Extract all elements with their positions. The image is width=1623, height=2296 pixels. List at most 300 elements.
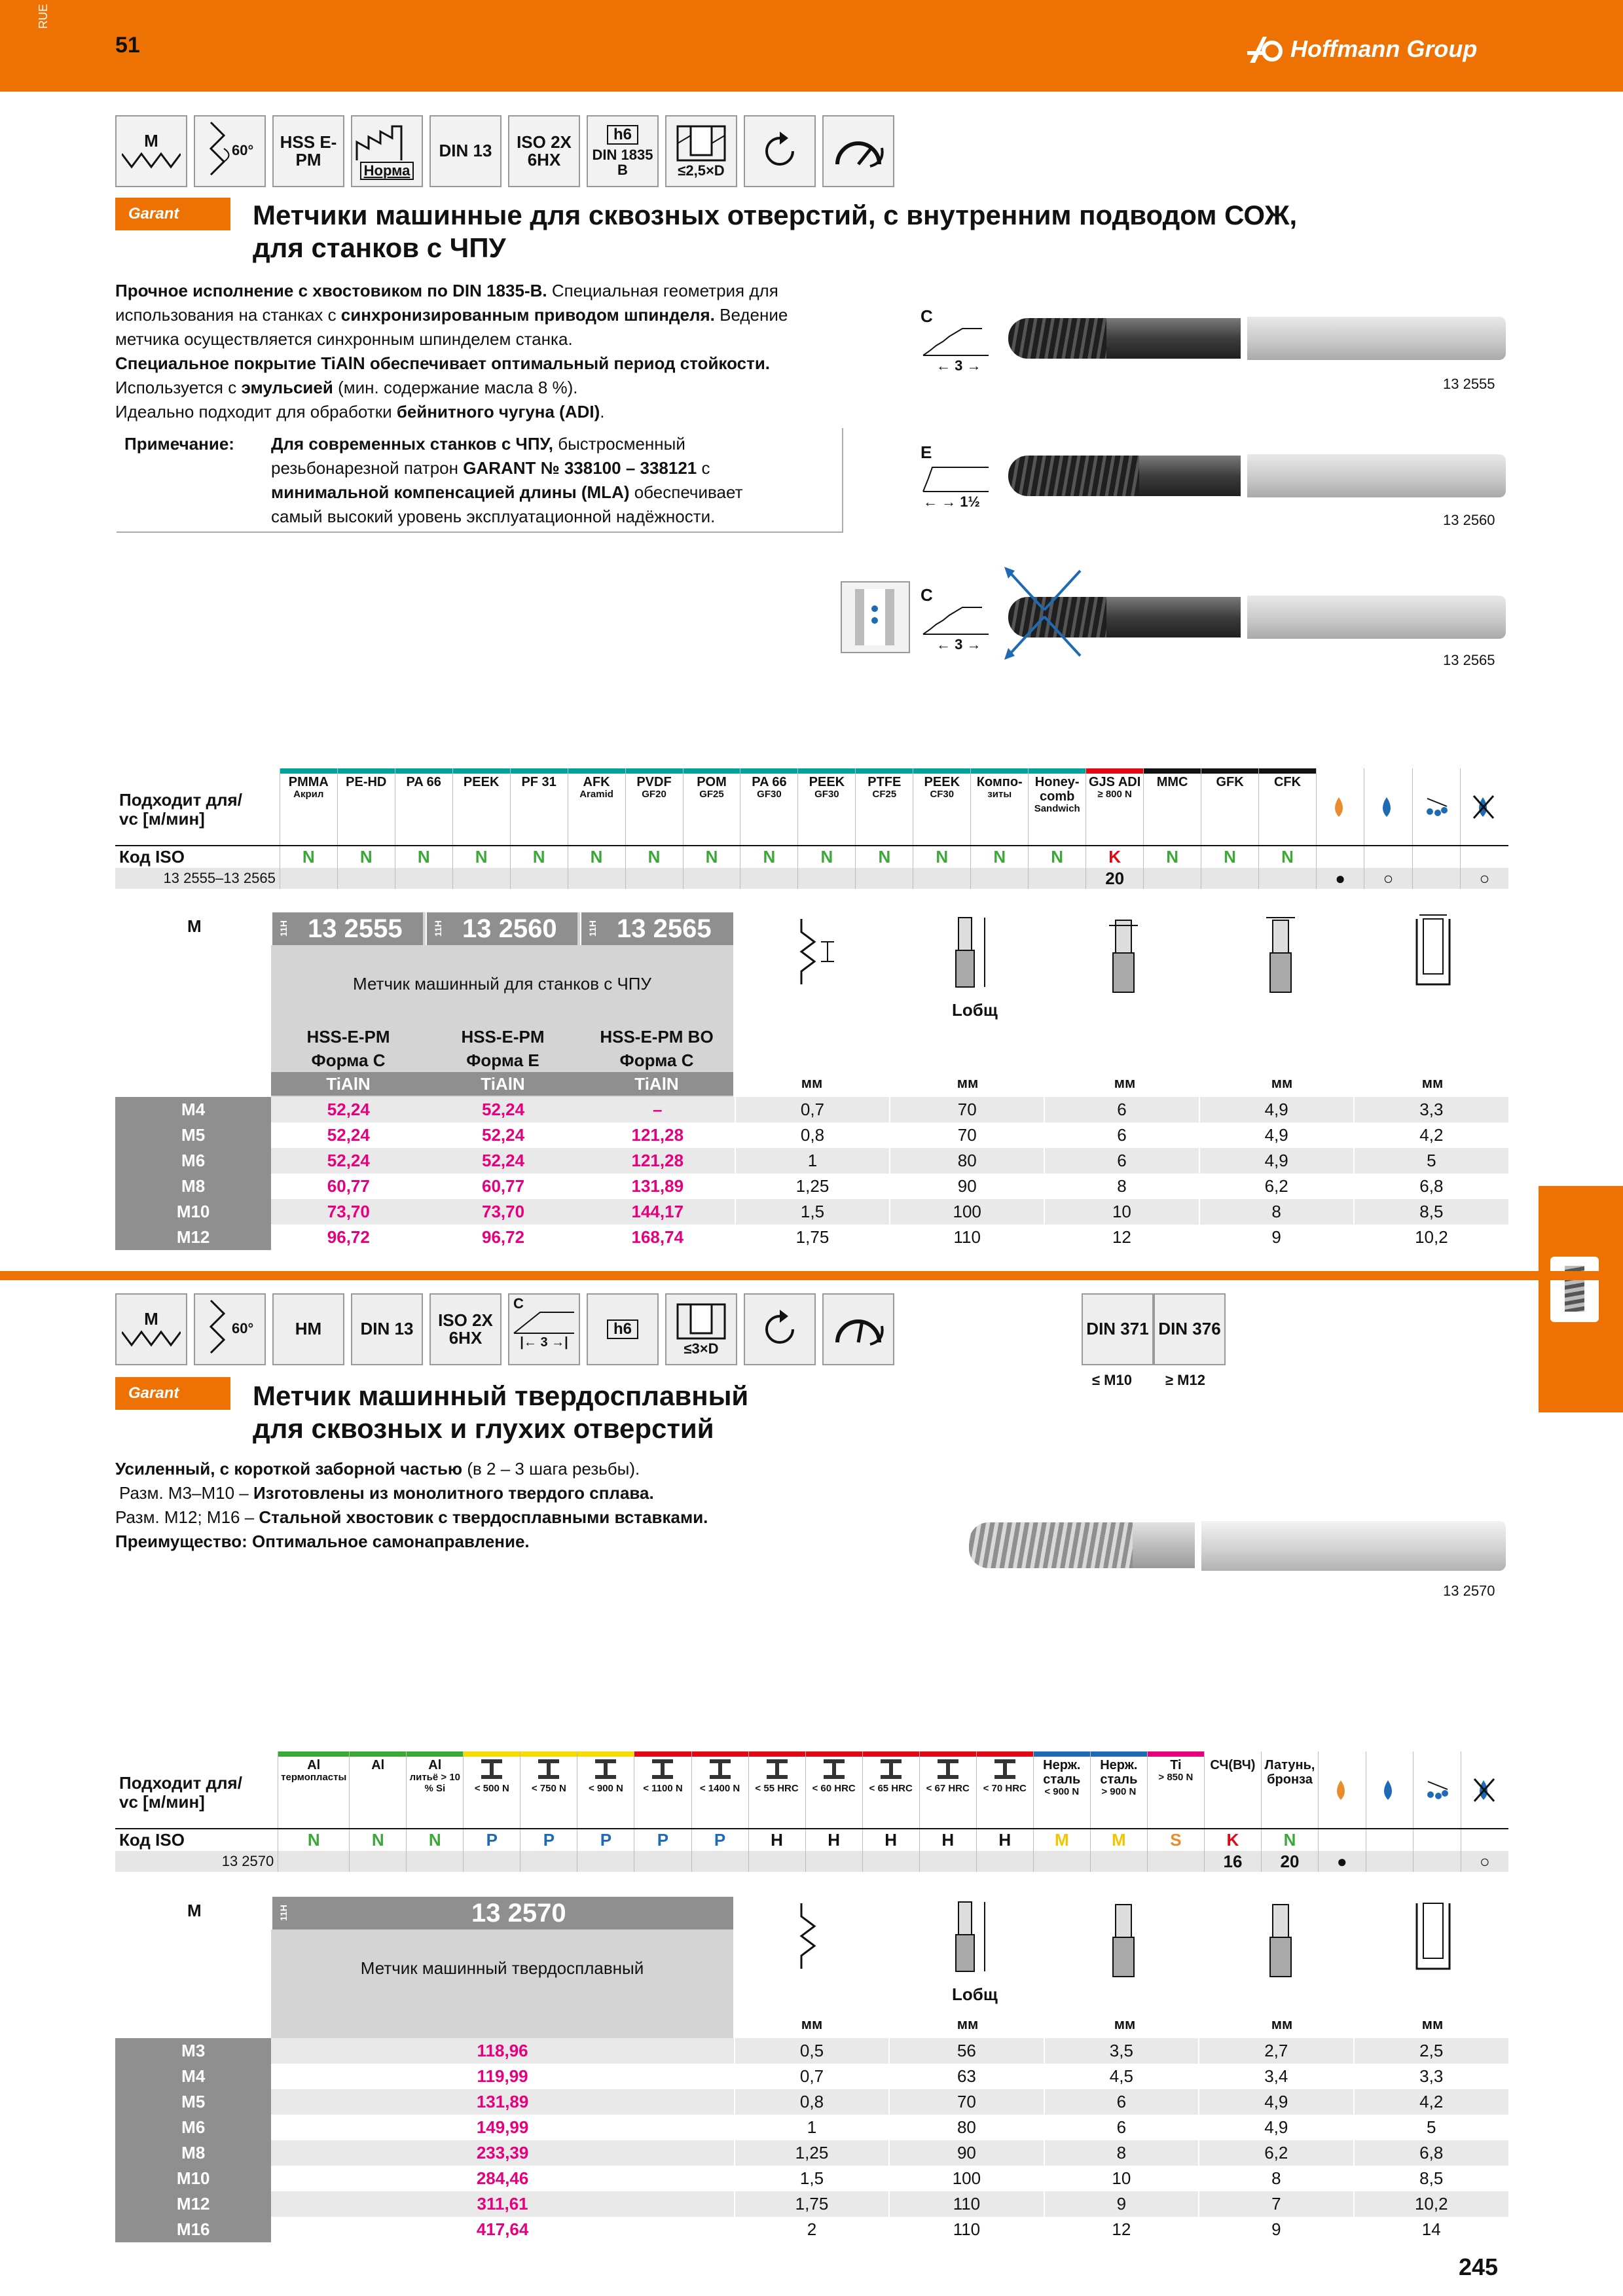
iso-code-12: H xyxy=(976,1829,1033,1851)
price-cell: 60,77 xyxy=(482,1176,525,1196)
thread-pitch-diagram xyxy=(788,912,847,991)
overall-length-diagram xyxy=(939,912,998,1004)
material-hss-icon: HSS E-PM xyxy=(272,115,344,187)
price-cell: 168,74 xyxy=(631,1227,684,1247)
dimension-cell: 4,9 xyxy=(1199,2089,1353,2115)
coolant-rating-1 xyxy=(1366,1851,1413,1873)
iso-code-0: N xyxy=(278,1829,350,1851)
dimension-cell: 8 xyxy=(1199,2166,1353,2191)
dimension-cell: 9 xyxy=(1044,2191,1199,2217)
dimension-cell: 3,5 xyxy=(1044,2038,1199,2064)
metric-thread-icon: M xyxy=(115,115,187,187)
iso-code-13: M xyxy=(1033,1829,1090,1851)
material-col-13: Нерж. сталь < 900 N xyxy=(1033,1757,1090,1829)
brand-name: Hoffmann Group xyxy=(1290,35,1478,62)
chamfer-form-c-icon-3: C |← 3 →| xyxy=(508,1293,580,1365)
dimension-cell: 1,75 xyxy=(735,2191,889,2217)
material-col-10: < 65 HRC xyxy=(862,1757,919,1829)
unit-label: мм xyxy=(801,2016,823,2032)
vc-value-9 xyxy=(798,868,856,889)
iso-code-11: H xyxy=(919,1829,976,1851)
steel-beam-icon xyxy=(764,1758,790,1780)
dimension-cell: 1,25 xyxy=(735,1174,890,1199)
article-code-132560: 13 2560 xyxy=(1443,512,1495,528)
vc-value-16: 16 xyxy=(1204,1851,1261,1873)
steel-beam-icon xyxy=(536,1758,562,1780)
coolant-rating-3: ○ xyxy=(1461,1851,1508,1873)
size-cell: M8 xyxy=(115,1174,271,1199)
product-title-1: Метчики машинные для сквозных отверстий, с внутренним подводом СОЖ, для станков с ЧПУ xyxy=(253,200,1298,263)
dimension-cell: 5 xyxy=(1354,2115,1508,2140)
dimension-cell: 6 xyxy=(1044,2115,1199,2140)
iso-code-2: N xyxy=(407,1829,464,1851)
vc-value-13 xyxy=(1029,868,1086,889)
note-box: Примечание: Для современных станков с ЧПУ, быстросменный резьбонарезной патрон GARANT № 338100 – 338121 с минимальной компенсацией длины (MLA) обеспечивает самый высокий уровень эксплуатационной надёжности. xyxy=(117,428,843,533)
dimension-cell: 110 xyxy=(889,2191,1044,2217)
material-col-3: < 500 N xyxy=(464,1757,520,1829)
table-row xyxy=(115,2038,1508,2064)
vc-value-3 xyxy=(464,1851,520,1873)
dimension-cell: 0,8 xyxy=(735,1122,890,1148)
iso-code-9: N xyxy=(798,846,856,868)
dimension-cell: 0,5 xyxy=(735,2038,889,2064)
unit-label: мм xyxy=(957,1075,979,1091)
material-col-8: < 55 HRC xyxy=(748,1757,805,1829)
emulsion-drop-icon xyxy=(1377,1778,1401,1804)
shank-diameter-diagram-2 xyxy=(1096,1897,1155,1988)
dimension-cell: 100 xyxy=(890,1199,1044,1225)
dimension-cell: 4,9 xyxy=(1199,1097,1354,1122)
material-col-14: GJS ADI ≥ 800 N xyxy=(1086,774,1144,846)
price-cell: 60,77 xyxy=(327,1176,370,1196)
dimension-cell: 3,4 xyxy=(1199,2064,1353,2089)
dimension-cell: 90 xyxy=(890,1174,1044,1199)
dimension-cell: 6 xyxy=(1044,1148,1199,1174)
dimension-cell: 80 xyxy=(890,1148,1044,1174)
dimension-cell: 90 xyxy=(889,2140,1044,2166)
price-cell: 52,24 xyxy=(271,1148,426,1174)
vc-value-8 xyxy=(740,868,798,889)
table-row xyxy=(115,2089,1508,2115)
material-col-17: Латунь, бронза xyxy=(1261,1757,1318,1829)
dimension-cell: 8,5 xyxy=(1354,1199,1508,1225)
dimension-cell: 9 xyxy=(1199,1225,1354,1250)
dimension-cell: 0,7 xyxy=(735,1097,890,1122)
drill-diameter-diagram-2 xyxy=(1404,1897,1463,1988)
size-cell: M3 xyxy=(115,2038,271,2064)
overall-length-diagram-2 xyxy=(939,1897,998,1988)
size-cell: M4 xyxy=(115,2064,271,2089)
iso-code-12: N xyxy=(971,846,1029,868)
dimension-cell: 6,2 xyxy=(1199,1174,1354,1199)
vc-value-15 xyxy=(1147,1851,1204,1873)
dimension-cell: 10,2 xyxy=(1354,2191,1508,2217)
article-header-132570: 11H 13 2570 xyxy=(271,1897,733,1929)
size-cell: M12 xyxy=(115,2191,271,2217)
dimension-cell: 4,2 xyxy=(1354,1122,1508,1148)
drill-diameter-diagram xyxy=(1404,912,1463,1004)
material-col-12: < 70 HRC xyxy=(976,1757,1033,1829)
vc-value-11 xyxy=(919,1851,976,1873)
vc-value-10 xyxy=(856,868,913,889)
material-col-5: < 900 N xyxy=(577,1757,634,1829)
vc-value-10 xyxy=(862,1851,919,1873)
dimension-cell: 0,7 xyxy=(735,2064,889,2089)
dimension-cell: 10,2 xyxy=(1354,1225,1508,1250)
unit-label: мм xyxy=(1421,2016,1444,2032)
table-row xyxy=(115,1225,1508,1250)
dimension-cell: 4,9 xyxy=(1199,1148,1354,1174)
article-header-132560: 11H 13 2560 xyxy=(426,912,577,945)
dimension-cell: 6,8 xyxy=(1354,1174,1508,1199)
depth-icon-2: ≤3×D xyxy=(665,1293,737,1365)
dimension-cell: 14 xyxy=(1354,2217,1508,2242)
dimension-cell: 8 xyxy=(1199,1199,1354,1225)
vc-value-14 xyxy=(1090,1851,1147,1873)
dimension-cell: 80 xyxy=(889,2115,1044,2140)
dimension-cell: 2,5 xyxy=(1354,2038,1508,2064)
material-col-4: PF 31 xyxy=(510,774,568,846)
material-col-1: Al xyxy=(350,1757,407,1829)
steel-beam-icon xyxy=(935,1758,961,1780)
price-cell: 131,89 xyxy=(631,1176,684,1196)
dimensions-table-1 xyxy=(115,1097,1508,1250)
price-cell: 52,24 xyxy=(482,1125,525,1145)
table-row xyxy=(115,1122,1508,1148)
price-cell: 118,96 xyxy=(271,2038,734,2064)
price-cell: 233,39 xyxy=(271,2140,734,2166)
right-hand-icon xyxy=(744,115,816,187)
tap-image-132560 xyxy=(1008,450,1506,501)
tolerance-icon-2: ISO 2X 6HX xyxy=(429,1293,501,1365)
shank-h6-icon: h6 DIN 1835 B xyxy=(587,115,659,187)
tap-image-132570 xyxy=(969,1517,1506,1576)
material-col-13: Honey-comb Sandwich xyxy=(1029,774,1086,846)
iso-code-4: N xyxy=(510,846,568,868)
dimension-cell: 110 xyxy=(889,2217,1044,2242)
dimension-cell: 100 xyxy=(889,2166,1044,2191)
dimension-cell: 1 xyxy=(735,2115,889,2140)
language-code: RUE xyxy=(37,3,50,29)
material-col-2: PA 66 xyxy=(395,774,452,846)
dimension-cell: 4,9 xyxy=(1199,1122,1354,1148)
table-row xyxy=(115,1199,1508,1225)
thread-pitch-diagram-2 xyxy=(788,1897,847,1975)
table-row xyxy=(115,2115,1508,2140)
page-footer-number: 245 xyxy=(1459,2253,1499,2280)
section-divider xyxy=(0,1271,1623,1280)
top-bar xyxy=(0,0,1623,92)
iso-code-6: N xyxy=(625,846,683,868)
price-cell: 52,24 xyxy=(271,1097,426,1122)
dimension-cell: 12 xyxy=(1044,2217,1199,2242)
material-col-10: PTFE CF25 xyxy=(856,774,913,846)
price-cell: 144,17 xyxy=(581,1199,735,1225)
iso-code-16: K xyxy=(1204,1829,1261,1851)
dimension-cell: 9 xyxy=(1199,2217,1353,2242)
vc-value-4 xyxy=(520,1851,577,1873)
material-col-17: CFK xyxy=(1259,774,1317,846)
coolant-rating-1: ○ xyxy=(1364,868,1412,889)
price-cell: 52,24 xyxy=(327,1125,370,1145)
chamfer-form-c-icon-2: C ← 3 → xyxy=(921,585,981,653)
din-376-range: ≥ M12 xyxy=(1165,1372,1205,1388)
iso-code-14: M xyxy=(1090,1829,1147,1851)
coolant-rating-2 xyxy=(1413,1851,1461,1873)
tap-image-132555 xyxy=(1008,313,1506,364)
material-hm-icon: HM xyxy=(272,1293,344,1365)
din-13-icon: DIN 13 xyxy=(429,115,501,187)
emulsion-drop-icon xyxy=(1376,795,1400,821)
material-col-11: < 67 HRC xyxy=(919,1757,976,1829)
square-size-diagram-2 xyxy=(1253,1897,1312,1988)
iso-code-17: N xyxy=(1261,1829,1318,1851)
dimension-cell: 8,5 xyxy=(1354,2166,1508,2191)
dimension-cell: 110 xyxy=(890,1225,1044,1250)
price-cell: 284,46 xyxy=(476,2168,529,2188)
iso-code-6: P xyxy=(634,1829,691,1851)
vc-value-6 xyxy=(625,868,683,889)
unit-label: мм xyxy=(1271,2016,1293,2032)
unit-label: мм xyxy=(801,1075,823,1091)
dimension-cell: 70 xyxy=(890,1097,1044,1122)
speed-gauge-icon xyxy=(822,115,894,187)
material-col-3: PEEK xyxy=(452,774,510,846)
din-371-icon: DIN 371 xyxy=(1082,1293,1154,1365)
size-cell: M6 xyxy=(115,1148,271,1174)
vc-value-0 xyxy=(280,868,337,889)
iso-code-3: N xyxy=(452,846,510,868)
steel-beam-icon xyxy=(479,1758,505,1780)
iso-code-17: N xyxy=(1259,846,1317,868)
spray-icon xyxy=(1425,1778,1449,1804)
iso-code-16: N xyxy=(1201,846,1259,868)
right-hand-icon-2 xyxy=(744,1293,816,1365)
vc-value-4 xyxy=(510,868,568,889)
oil-drop-icon xyxy=(1328,795,1352,821)
vc-value-2 xyxy=(395,868,452,889)
material-col-14: Нерж. сталь > 900 N xyxy=(1090,1757,1147,1829)
iso-code-9: H xyxy=(805,1829,862,1851)
square-size-diagram xyxy=(1253,912,1312,1004)
vc-value-13 xyxy=(1033,1851,1090,1873)
dimension-cell: 63 xyxy=(889,2064,1044,2089)
dimension-cell: 70 xyxy=(890,1122,1044,1148)
price-cell: 119,99 xyxy=(477,2066,528,2086)
thread-angle-icon: 60° xyxy=(194,115,266,187)
coolant-through-icon xyxy=(841,581,910,653)
material-col-8: PA 66 GF30 xyxy=(740,774,798,846)
material-col-16: GFK xyxy=(1201,774,1259,846)
material-col-1: PE-HD xyxy=(337,774,395,846)
metric-thread-icon-2: M xyxy=(115,1293,187,1365)
unit-label: мм xyxy=(957,2016,979,2032)
dry-icon xyxy=(1473,1778,1497,1804)
chapter-tab[interactable] xyxy=(1539,1186,1623,1412)
din-13-icon-2: DIN 13 xyxy=(351,1293,423,1365)
norm-icon: Норма xyxy=(351,115,423,187)
vc-value-16 xyxy=(1201,868,1259,889)
iso-code-14: K xyxy=(1086,846,1144,868)
price-cell: – xyxy=(581,1097,735,1122)
tolerance-icon: ISO 2X 6HX xyxy=(508,115,580,187)
dimension-cell: 12 xyxy=(1044,1225,1199,1250)
chamfer-form-e-icon: E ← → 1½ xyxy=(917,442,993,514)
vc-value-5 xyxy=(568,868,625,889)
iso-code-4: P xyxy=(520,1829,577,1851)
vc-value-12 xyxy=(971,868,1029,889)
unit-label: мм xyxy=(1421,1075,1444,1091)
article-code-132555: 13 2555 xyxy=(1443,376,1495,392)
table-row xyxy=(115,2064,1508,2089)
unit-label: мм xyxy=(1114,2016,1136,2032)
suit-grid: Подходит для/ vc [м/мин] Al термопласты Al Al литьё > 10 % Si < 500 N < 750 N < 900 N < 1100 N < 1400 N < 55 HRC < 60 HRC < 65 HRC < 67 HRC < 70 HRC Нерж. сталь < 900 N Нерж. сталь > 900 N Ti > 850 N СЧ(ВЧ) Латунь, бронза Код ISO N N N P P P P P H H H H H M M S K N 13 2570 16 20 ● ○ xyxy=(115,1751,1508,1872)
shank-h6-icon-2: h6 xyxy=(587,1293,659,1365)
garant-badge: Garant xyxy=(115,198,230,230)
vc-value-9 xyxy=(805,1851,862,1873)
price-cell: 121,28 xyxy=(581,1148,735,1174)
iso-code-7: N xyxy=(683,846,740,868)
vc-value-1 xyxy=(337,868,395,889)
table-row xyxy=(115,1174,1508,1199)
steel-beam-icon xyxy=(992,1758,1018,1780)
size-cell: M16 xyxy=(115,2217,271,2242)
dimension-cell: 0,8 xyxy=(735,2089,889,2115)
dimension-cell: 4,5 xyxy=(1044,2064,1199,2089)
dimension-cell: 10 xyxy=(1044,1199,1199,1225)
dimension-cell: 6 xyxy=(1044,2089,1199,2115)
material-col-9: PEEK GF30 xyxy=(798,774,856,846)
article-header-132565: 11H 13 2565 xyxy=(580,912,733,945)
dry-icon xyxy=(1472,795,1496,821)
iso-code-15: S xyxy=(1147,1829,1204,1851)
iso-code-7: P xyxy=(691,1829,748,1851)
unit-label: мм xyxy=(1114,1075,1136,1091)
tap-chapter-icon xyxy=(1550,1257,1599,1322)
material-col-7: < 1400 N xyxy=(691,1757,748,1829)
iso-code-5: N xyxy=(568,846,625,868)
product-type-label-2: Метчик машинный твердосплавный xyxy=(360,1958,644,1978)
material-col-11: PEEK CF30 xyxy=(913,774,971,846)
dimension-cell: 7 xyxy=(1199,2191,1353,2217)
steel-beam-icon xyxy=(821,1758,847,1780)
vc-value-7 xyxy=(691,1851,748,1873)
iso-code-10: N xyxy=(856,846,913,868)
dimension-cell: 5 xyxy=(1354,1148,1508,1174)
material-col-0: Al термопласты xyxy=(278,1757,350,1829)
material-col-9: < 60 HRC xyxy=(805,1757,862,1829)
product-description-1: Прочное исполнение с хвостовиком по DIN 1835-B. Специальная геометрия для использования на станках с синхронизированным приводом шпинделя. Ведение метчика осуществляется синхронным шпинделем станка. Специальное покрытие TiAlN обеспечивает оптимальный период стойкости. Используется с эмульсией (мин. содержание масла 8 %). Идеально подходит для обработки бейнитного чугуна (ADI). xyxy=(115,281,788,422)
din-371-range: ≤ M10 xyxy=(1092,1372,1132,1388)
coolant-arrows-icon xyxy=(995,564,1093,662)
table-row xyxy=(115,2191,1508,2217)
coolant-rating-3: ○ xyxy=(1460,868,1508,889)
brand-logo xyxy=(1247,33,1477,65)
iso-code-0: N xyxy=(280,846,337,868)
vc-value-14: 20 xyxy=(1086,868,1144,889)
vc-value-15 xyxy=(1144,868,1201,889)
dimension-cell: 6 xyxy=(1044,1122,1199,1148)
dimension-cell: 10 xyxy=(1044,2166,1199,2191)
vc-value-0 xyxy=(278,1851,350,1873)
table-row xyxy=(115,1097,1508,1122)
material-col-0: PMMA Акрил xyxy=(280,774,337,846)
dimension-cell: 4,2 xyxy=(1354,2089,1508,2115)
vc-value-6 xyxy=(634,1851,691,1873)
dimension-cell: 8 xyxy=(1044,2140,1199,2166)
dimension-cell: 56 xyxy=(889,2038,1044,2064)
iso-code-3: P xyxy=(464,1829,520,1851)
size-cell: M8 xyxy=(115,2140,271,2166)
product-title-2: Метчик машинный твердосплавный для сквозных и глухих отверстий xyxy=(253,1380,749,1444)
dimensions-table-2 xyxy=(115,2038,1508,2242)
chamfer-form-c-icon: C ← 3 → xyxy=(921,306,981,374)
material-col-15: Ti > 850 N xyxy=(1147,1757,1204,1829)
iso-code-5: P xyxy=(577,1829,634,1851)
vc-value-5 xyxy=(577,1851,634,1873)
depth-icon: ≤2,5×D xyxy=(665,115,737,187)
coolant-rating-0: ● xyxy=(1319,1851,1366,1873)
iso-code-15: N xyxy=(1144,846,1201,868)
size-cell: M6 xyxy=(115,2115,271,2140)
vc-value-1 xyxy=(350,1851,407,1873)
dimension-cell: 1,5 xyxy=(735,1199,890,1225)
vc-value-3 xyxy=(452,868,510,889)
vc-value-17 xyxy=(1259,868,1317,889)
vc-value-2 xyxy=(407,1851,464,1873)
material-col-6: < 1100 N xyxy=(634,1757,691,1829)
section-number: 51 xyxy=(115,33,140,58)
dimension-cell: 1,25 xyxy=(735,2140,889,2166)
type-headers-1: HSS-E-PM Форма C TiAlN HSS-E-PM Форма E TiAlN HSS-E-PM BO Форма C TiAlN xyxy=(271,1025,733,1096)
table-row xyxy=(115,2140,1508,2166)
vc-value-17: 20 xyxy=(1261,1851,1318,1873)
size-cell: M5 xyxy=(115,2089,271,2115)
size-cell: M10 xyxy=(115,1199,271,1225)
product-description-2: Усиленный, с короткой заборной частью (в 2 – 3 шага резьбы). Разм. M3–M10 – Изготовлены из монолитного твердого сплава. Разм. M12; M16 – Стальной хвостовик с твердосплавными вставками. Преимущество: Оптимальное самонаправление. xyxy=(115,1459,708,1551)
dimension-cell: 1,5 xyxy=(735,2166,889,2191)
dimension-cell: 6 xyxy=(1044,1097,1199,1122)
price-cell: 73,70 xyxy=(426,1199,580,1225)
steel-beam-icon xyxy=(593,1758,619,1780)
article-code-132565: 13 2565 xyxy=(1443,652,1495,668)
garant-badge-2: Garant xyxy=(115,1377,230,1410)
dimension-cell: 6,8 xyxy=(1354,2140,1508,2166)
dimension-cell: 8 xyxy=(1044,1174,1199,1199)
vc-value-7 xyxy=(683,868,740,889)
article-code-132570: 13 2570 xyxy=(1443,1583,1495,1599)
dimension-cell: 70 xyxy=(889,2089,1044,2115)
size-cell: M5 xyxy=(115,1122,271,1148)
size-cell: M10 xyxy=(115,2166,271,2191)
price-cell: 52,24 xyxy=(426,1097,580,1122)
dimension-cell: 1 xyxy=(735,1148,890,1174)
coolant-rating-2 xyxy=(1412,868,1460,889)
steel-beam-icon xyxy=(707,1758,733,1780)
price-cell: 52,24 xyxy=(426,1148,580,1174)
vc-value-8 xyxy=(748,1851,805,1873)
iso-code-8: N xyxy=(740,846,798,868)
iso-code-10: H xyxy=(862,1829,919,1851)
speed-gauge-icon-2 xyxy=(822,1293,894,1365)
vc-value-11 xyxy=(913,868,971,889)
material-col-4: < 750 N xyxy=(520,1757,577,1829)
price-cell: 96,72 xyxy=(327,1227,370,1247)
material-col-2: Al литьё > 10 % Si xyxy=(407,1757,464,1829)
dimension-cell: 2 xyxy=(735,2217,889,2242)
dimension-cell: 1,75 xyxy=(735,1225,890,1250)
product-type-label: Метчик машинный для станков с ЧПУ xyxy=(353,974,651,994)
